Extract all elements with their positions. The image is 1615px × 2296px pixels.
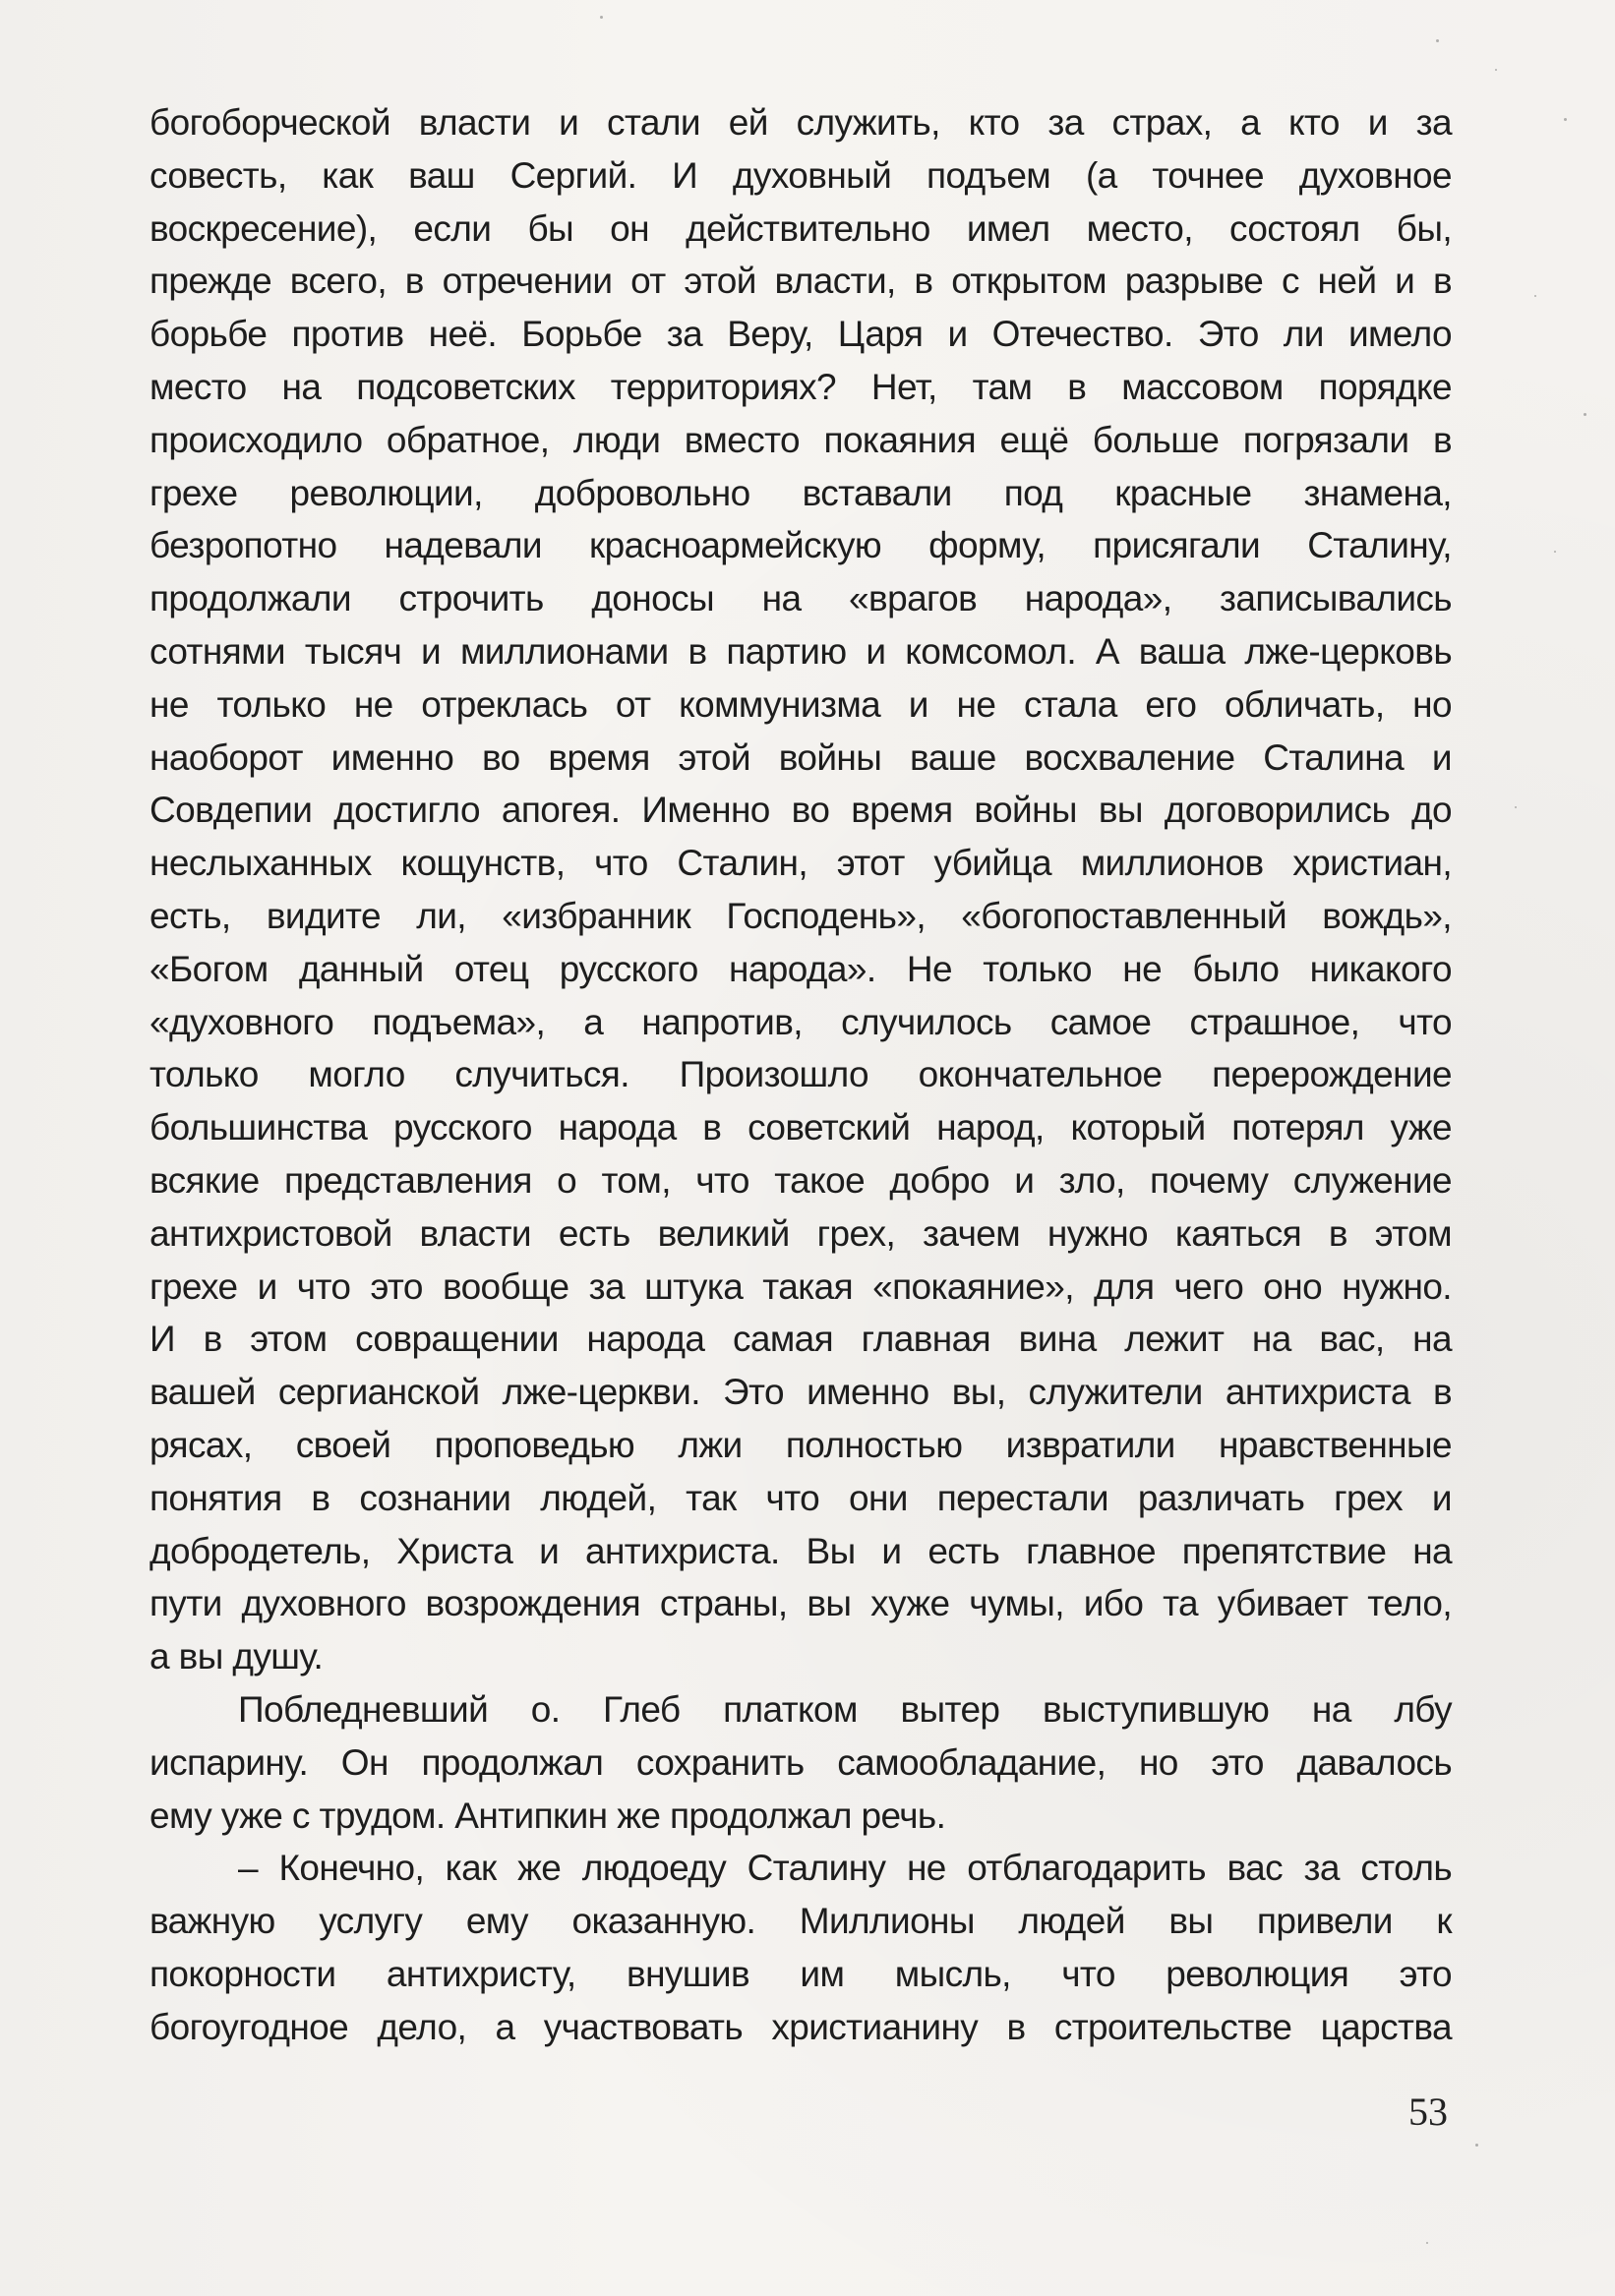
text-line: добродетель, Христа и антихриста. Вы и есть главное препятствие на: [150, 1530, 1452, 1571]
text-line: воскресение), если бы он действительно имел место, состоял бы,: [150, 207, 1452, 249]
body-text: [150, 96, 1452, 2053]
text-line: грехе революции, добровольно вставали под красные знамена,: [150, 472, 1452, 513]
text-line: антихристовой власти есть великий грех, зачем нужно каяться в этом: [150, 1212, 1452, 1254]
text-line: большинства русского народа в советский народ, который потерял уже: [150, 1107, 1452, 1148]
text-line: грехе и что это вообще за штука такая «покаяние», для чего оно нужно.: [150, 1266, 1452, 1307]
text-line: только могло случиться. Произошло окончательное перерождение: [150, 1054, 1452, 1095]
text-line: ему уже с трудом. Антипкин же продолжал речь.: [150, 1795, 946, 1836]
text-line: богоугодное дело, а участвовать христианину в строительстве царства: [150, 2006, 1452, 2047]
text-line: Побледневший о. Глеб платком вытер выступившую на лбу: [238, 1688, 1452, 1730]
text-line: борьбе против неё. Борьбе за Веру, Царя и Отечество. Это ли имело: [150, 314, 1452, 355]
text-line: Совдепии достигло апогея. Именно во время войны вы договорились до: [150, 790, 1452, 831]
text-line: сотнями тысяч и миллионами в партию и комсомол. А ваша лже-церковь: [150, 630, 1452, 672]
text-line: прежде всего, в отречении от этой власти, в открытом разрыве с ней и в: [150, 261, 1452, 302]
text-line: место на подсоветских территориях? Нет, там в массовом порядке: [150, 366, 1452, 407]
text-line: «Богом данный отец русского народа». Не только не было никакого: [150, 948, 1452, 989]
text-line: всякие представления о том, что такое добро и зло, почему служение: [150, 1159, 1452, 1201]
text-line: продолжали строчить доносы на «врагов народа», записывались: [150, 578, 1452, 619]
paragraph-1: [150, 96, 1452, 1683]
text-line: богоборческой власти и стали ей служить, кто за страх, а кто и за: [150, 102, 1452, 143]
text-line: – Конечно, как же людоеду Сталину не отблагодарить вас за столь: [238, 1848, 1452, 1889]
text-line: важную услугу ему оказанную. Миллионы людей вы привели к: [150, 1901, 1452, 1942]
text-line: а вы душу.: [150, 1636, 324, 1678]
text-line: происходило обратное, люди вместо покаяния ещё больше погрязали в: [150, 419, 1452, 460]
paragraph-2: [150, 1683, 1452, 1842]
text-line: пути духовного возрождения страны, вы хуже чумы, ибо та убивает тело,: [150, 1583, 1452, 1624]
text-line: понятия в сознании людей, так что они перестали различать грех и: [150, 1477, 1452, 1518]
text-line: есть, видите ли, «избранник Господень», «богопоставленный вождь»,: [150, 895, 1452, 936]
text-line: наоборот именно во время этой войны ваше восхваление Сталина и: [150, 736, 1452, 778]
text-line: «духовного подъема», а напротив, случилось самое страшное, что: [150, 1001, 1452, 1042]
text-line: рясах, своей проповедью лжи полностью извратили нравственные: [150, 1424, 1452, 1465]
page-number: 53: [1408, 2090, 1448, 2134]
text-line: И в этом совращении народа самая главная вина лежит на вас, на: [150, 1319, 1452, 1360]
text-line: не только не отреклась от коммунизма и не стала его обличать, но: [150, 683, 1452, 725]
paragraph-3: [150, 1842, 1452, 2053]
text-line: испарину. Он продолжал сохранить самообладание, но это давалось: [150, 1741, 1452, 1783]
text-line: совесть, как ваш Сергий. И духовный подъем (а точнее духовное: [150, 154, 1452, 196]
text-line: безропотно надевали красноармейскую форму, присягали Сталину,: [150, 525, 1452, 566]
text-line: неслыханных кощунств, что Сталин, этот убийца миллионов христиан,: [150, 843, 1452, 884]
text-line: вашей сергианской лже-церкви. Это именно вы, служители антихриста в: [150, 1372, 1452, 1413]
text-line: покорности антихристу, внушив им мысль, что революция это: [150, 1953, 1452, 1994]
